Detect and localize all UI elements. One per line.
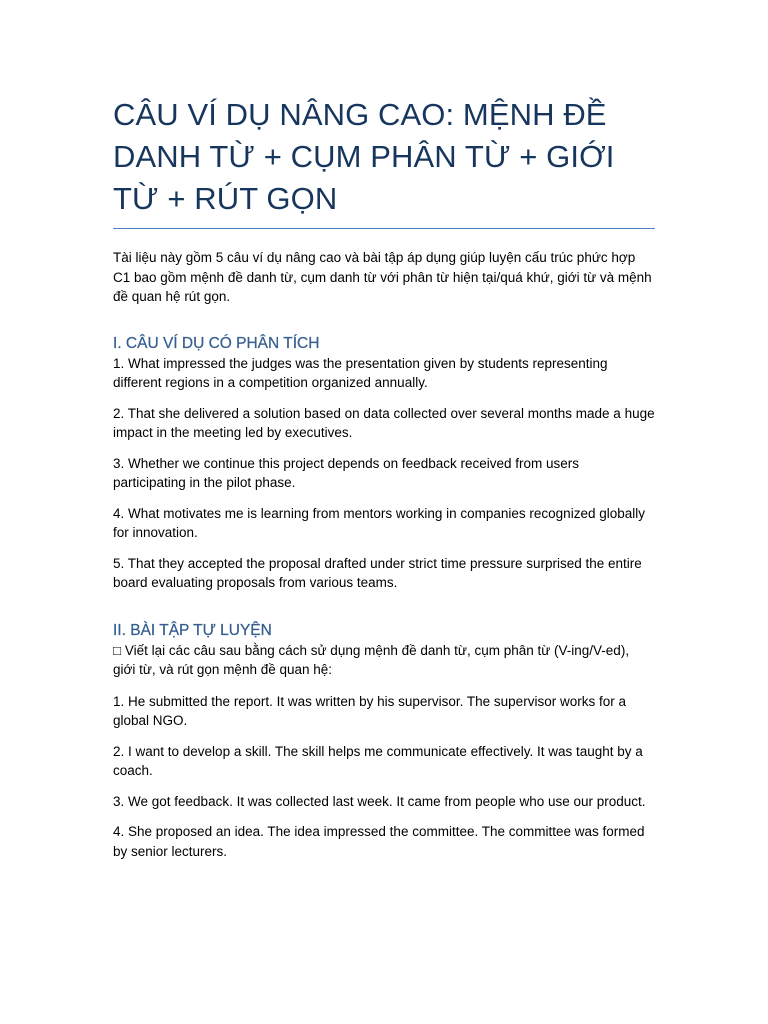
section-heading-examples: I. CÂU VÍ DỤ CÓ PHÂN TÍCH <box>113 334 320 352</box>
intro-paragraph: Tài liệu này gồm 5 câu ví dụ nâng cao và bài tập áp dụng giúp luyện cấu trúc phức hợp C1 bao gồm mệnh đề danh từ, cụm danh từ với phân từ hiện tại/quá khứ, giới từ và mệnh đề quan hệ rút gọn. <box>113 250 652 304</box>
document-title: CÂU VÍ DỤ NÂNG CAO: MỆNH ĐỀ DANH TỪ + CỤM PHÂN TỪ + GIỚI TỪ + RÚT GỌN <box>113 94 655 229</box>
example-sentence: 4. What motivates me is learning from mentors working in companies recognized globally for innovation. <box>113 505 645 540</box>
exercise-item: 4. She proposed an idea. The idea impressed the committee. The committee was formed by senior lecturers. <box>113 824 645 859</box>
exercise-instruction: □ Viết lại các câu sau bằng cách sử dụng mệnh đề danh từ, cụm phân từ (V-ing/V-ed), giới từ, và rút gọn mệnh đề quan hệ: <box>113 642 630 677</box>
section-heading-exercises: II. BÀI TẬP TỰ LUYỆN <box>113 621 272 639</box>
exercise-item: 2. I want to develop a skill. The skill helps me communicate effectively. It was taught by a coach. <box>113 743 643 778</box>
example-sentence: 3. Whether we continue this project depends on feedback received from users participating in the pilot phase. <box>113 455 580 490</box>
exercise-item: 3. We got feedback. It was collected last week. It came from people who use our product. <box>113 793 646 809</box>
example-sentence: 2. That she delivered a solution based on data collected over several months made a huge impact in the meeting led by executives. <box>113 405 655 440</box>
example-sentence: 5. That they accepted the proposal drafted under strict time pressure surprised the entire board evaluating proposals from various teams. <box>113 555 642 590</box>
exercise-item: 1. He submitted the report. It was written by his supervisor. The supervisor works for a global NGO. <box>113 693 626 728</box>
example-sentence: 1. What impressed the judges was the presentation given by students representing different regions in a competition organized annually. <box>113 355 608 390</box>
